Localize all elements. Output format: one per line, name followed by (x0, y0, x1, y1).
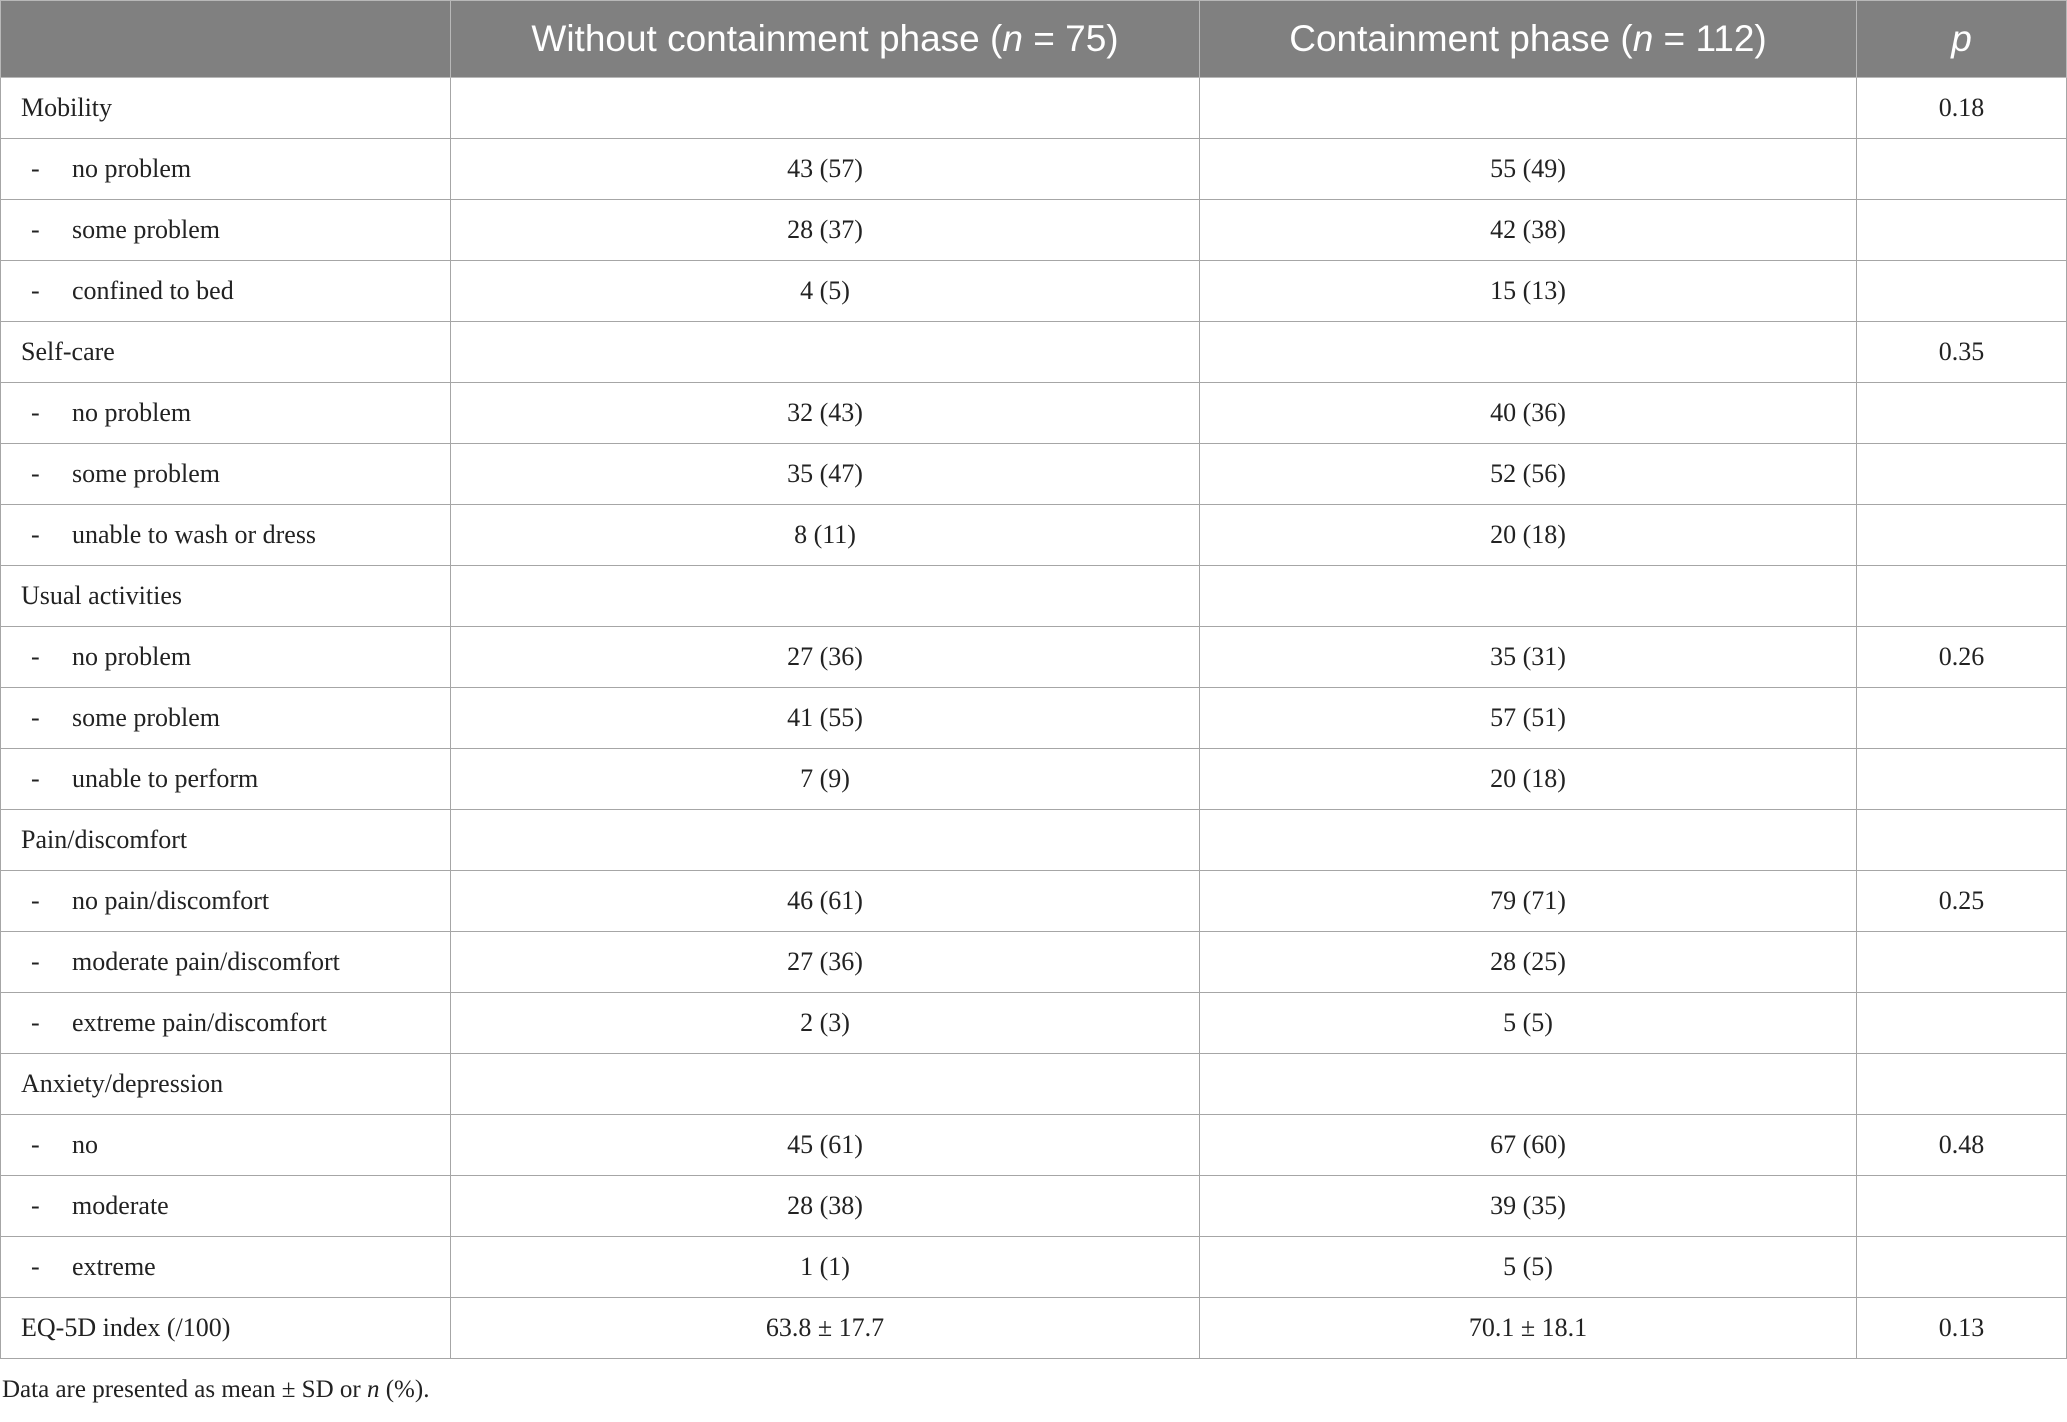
cell-without-containment: 8 (11) (451, 505, 1200, 566)
bullet-dash: - (31, 459, 40, 488)
cell-containment (1200, 322, 1857, 383)
cell-containment: 67 (60) (1200, 1115, 1857, 1176)
row-label-text: Mobility (21, 93, 113, 122)
header-without-suffix: = 75) (1022, 18, 1119, 59)
cell-containment: 52 (56) (1200, 444, 1857, 505)
cell-containment: 39 (35) (1200, 1176, 1857, 1237)
bullet-dash: - (31, 398, 40, 427)
row-label (1, 688, 451, 749)
cell-p-value (1857, 566, 2067, 627)
cell-containment: 79 (71) (1200, 871, 1857, 932)
row-label-text: moderate pain/discomfort (72, 947, 340, 976)
cell-containment: 42 (38) (1200, 200, 1857, 261)
cell-containment: 55 (49) (1200, 139, 1857, 200)
row-label-text: confined to bed (72, 276, 234, 305)
header-p-value: p (1857, 1, 2067, 78)
cell-containment: 20 (18) (1200, 749, 1857, 810)
header-without-containment (451, 1, 1200, 78)
row-label (1, 993, 451, 1054)
category-row (1, 322, 2067, 383)
row-label (1, 1298, 451, 1359)
row-label (1, 1176, 451, 1237)
cell-without-containment: 46 (61) (451, 871, 1200, 932)
category-row (1, 566, 2067, 627)
table-row (1, 261, 2067, 322)
cell-containment (1200, 78, 1857, 139)
table-row (1, 139, 2067, 200)
row-label-text: no problem (72, 642, 192, 671)
cell-without-containment: 27 (36) (451, 932, 1200, 993)
bullet-dash: - (31, 1008, 40, 1037)
row-label (1, 322, 451, 383)
cell-p-value (1857, 139, 2067, 200)
cell-containment: 70.1 ± 18.1 (1200, 1298, 1857, 1359)
cell-containment: 35 (31) (1200, 627, 1857, 688)
row-label (1, 1054, 451, 1115)
cell-p-value (1857, 444, 2067, 505)
cell-p-value (1857, 261, 2067, 322)
header-containment (1200, 1, 1857, 78)
header-without-n: n (1002, 18, 1023, 59)
cell-without-containment: 32 (43) (451, 383, 1200, 444)
cell-without-containment: 4 (5) (451, 261, 1200, 322)
bullet-dash: - (31, 642, 40, 671)
row-label (1, 871, 451, 932)
category-row (1, 1298, 2067, 1359)
row-label (1, 566, 451, 627)
cell-containment: 28 (25) (1200, 932, 1857, 993)
header-containment-n: n (1632, 18, 1654, 59)
table-row (1, 749, 2067, 810)
cell-without-containment: 63.8 ± 17.7 (451, 1298, 1200, 1359)
table-row (1, 383, 2067, 444)
cell-without-containment: 28 (38) (451, 1176, 1200, 1237)
header-row (1, 1, 2067, 78)
row-label-text: moderate (72, 1191, 169, 1220)
cell-p-value: 0.35 (1857, 322, 2067, 383)
cell-p-value (1857, 993, 2067, 1054)
row-label-text: some problem (72, 215, 221, 244)
row-label (1, 505, 451, 566)
bullet-dash: - (31, 520, 40, 549)
cell-p-value: 0.48 (1857, 1115, 2067, 1176)
cell-containment (1200, 566, 1857, 627)
bullet-dash: - (31, 764, 40, 793)
row-label (1, 810, 451, 871)
cell-without-containment (451, 78, 1200, 139)
row-label (1, 749, 451, 810)
cell-p-value (1857, 383, 2067, 444)
cell-without-containment: 35 (47) (451, 444, 1200, 505)
row-label (1, 627, 451, 688)
table-row (1, 627, 2067, 688)
table-row (1, 1115, 2067, 1176)
cell-without-containment: 43 (57) (451, 139, 1200, 200)
footnote-n: n (366, 1376, 380, 1403)
table-row (1, 200, 2067, 261)
row-label-text: Anxiety/depression (21, 1069, 224, 1098)
row-label-text: no problem (72, 154, 192, 183)
cell-containment: 5 (5) (1200, 993, 1857, 1054)
cell-without-containment: 1 (1) (451, 1237, 1200, 1298)
cell-p-value: 0.18 (1857, 78, 2067, 139)
category-row (1, 1054, 2067, 1115)
row-label-text: Usual activities (21, 581, 183, 610)
row-label-text: extreme pain/discomfort (72, 1008, 327, 1037)
row-label-text: unable to wash or dress (72, 520, 317, 549)
cell-without-containment: 45 (61) (451, 1115, 1200, 1176)
cell-without-containment (451, 810, 1200, 871)
cell-without-containment: 7 (9) (451, 749, 1200, 810)
cell-p-value (1857, 1054, 2067, 1115)
category-row (1, 810, 2067, 871)
row-label (1, 261, 451, 322)
bullet-dash: - (31, 1191, 40, 1220)
cell-containment: 57 (51) (1200, 688, 1857, 749)
table-footnote (2, 1376, 429, 1404)
bullet-dash: - (31, 703, 40, 732)
cell-without-containment: 27 (36) (451, 627, 1200, 688)
table-row (1, 688, 2067, 749)
footnote-prefix: Data are presented as mean ± SD or (2, 1376, 367, 1403)
row-label-text: unable to perform (72, 764, 259, 793)
table-row (1, 993, 2067, 1054)
bullet-dash: - (31, 886, 40, 915)
row-label-text: Self-care (21, 337, 115, 366)
cell-p-value (1857, 505, 2067, 566)
row-label-text: extreme (72, 1252, 156, 1281)
row-label (1, 932, 451, 993)
table-row (1, 932, 2067, 993)
row-label-text: no pain/discomfort (72, 886, 270, 915)
header-variable (1, 1, 451, 78)
table-body (1, 78, 2067, 1359)
footnote-suffix: (%). (379, 1376, 430, 1403)
row-label-text: some problem (72, 703, 221, 732)
bullet-dash: - (31, 276, 40, 305)
category-row (1, 78, 2067, 139)
table-row (1, 1237, 2067, 1298)
row-label-text: EQ-5D index (/100) (21, 1313, 231, 1342)
cell-without-containment (451, 1054, 1200, 1115)
cell-p-value (1857, 688, 2067, 749)
bullet-dash: - (31, 215, 40, 244)
cell-p-value: 0.26 (1857, 627, 2067, 688)
cell-p-value (1857, 1176, 2067, 1237)
cell-without-containment: 28 (37) (451, 200, 1200, 261)
header-containment-suffix: = 112) (1653, 18, 1767, 59)
cell-containment (1200, 810, 1857, 871)
cell-containment: 20 (18) (1200, 505, 1857, 566)
cell-p-value (1857, 1237, 2067, 1298)
row-label (1, 78, 451, 139)
cell-containment (1200, 1054, 1857, 1115)
cell-containment: 40 (36) (1200, 383, 1857, 444)
cell-p-value (1857, 810, 2067, 871)
row-label-text: some problem (72, 459, 221, 488)
table-row (1, 1176, 2067, 1237)
cell-without-containment (451, 322, 1200, 383)
cell-p-value (1857, 749, 2067, 810)
bullet-dash: - (31, 1252, 40, 1281)
cell-without-containment (451, 566, 1200, 627)
table-header (1, 1, 2067, 78)
cell-p-value: 0.13 (1857, 1298, 2067, 1359)
header-containment-prefix: Containment phase ( (1289, 18, 1633, 59)
bullet-dash: - (31, 154, 40, 183)
table-row (1, 505, 2067, 566)
cell-containment: 5 (5) (1200, 1237, 1857, 1298)
cell-p-value (1857, 932, 2067, 993)
bullet-dash: - (31, 947, 40, 976)
row-label (1, 139, 451, 200)
row-label-text: no problem (72, 398, 192, 427)
row-label-text: Pain/discomfort (21, 825, 188, 854)
row-label (1, 1237, 451, 1298)
bullet-dash: - (31, 1130, 40, 1159)
cell-without-containment: 41 (55) (451, 688, 1200, 749)
row-label (1, 1115, 451, 1176)
table-row (1, 871, 2067, 932)
header-without-prefix: Without containment phase ( (531, 18, 1003, 59)
cell-p-value (1857, 200, 2067, 261)
table-row (1, 444, 2067, 505)
row-label-text: no (72, 1130, 98, 1159)
row-label (1, 444, 451, 505)
row-label (1, 383, 451, 444)
cell-containment: 15 (13) (1200, 261, 1857, 322)
cell-without-containment: 2 (3) (451, 993, 1200, 1054)
row-label (1, 200, 451, 261)
cell-p-value: 0.25 (1857, 871, 2067, 932)
